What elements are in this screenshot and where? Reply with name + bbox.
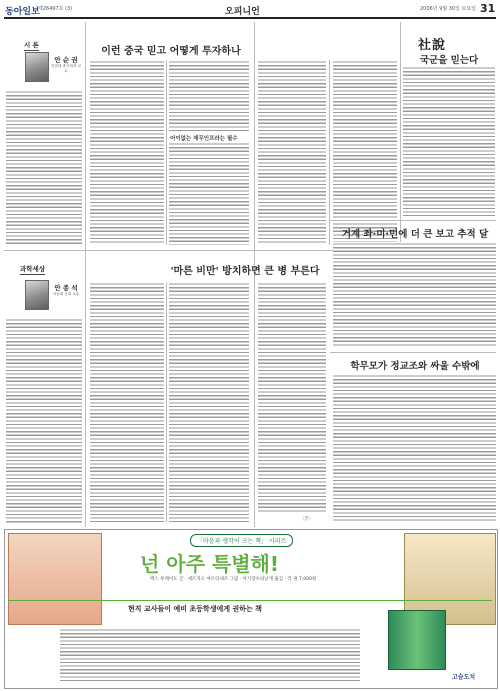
article-body-text <box>169 282 249 522</box>
ad-series-tag: 「마음과 생각이 크는 책」 시리즈 <box>190 534 293 547</box>
article-body-text <box>169 142 249 245</box>
article-body-text <box>90 282 164 522</box>
masthead-rule <box>4 17 496 19</box>
columnist-name: 안 순 권 <box>54 56 78 64</box>
columnist-photo <box>25 280 49 310</box>
editorial-body-text <box>333 374 496 522</box>
article-endmark: 〈끝〉 <box>300 517 314 522</box>
columnist-affiliation: 서울대 공대 교수 <box>52 292 80 296</box>
article-body-text <box>258 60 326 245</box>
columnist-affiliation: 인천대 중국학과 교수 <box>50 64 82 73</box>
section-divider <box>330 352 496 353</box>
column-divider <box>329 60 330 245</box>
ad-book-stack <box>388 610 446 670</box>
editorial-headline: 국군을 믿는다 <box>419 55 479 66</box>
column-divider <box>166 282 167 522</box>
column-divider <box>85 22 86 527</box>
ad-publisher-logo: 고슴도치 <box>452 674 476 681</box>
editorial-body-text <box>403 66 495 216</box>
article-body-text <box>333 60 397 245</box>
editorial-headline: 거계 좌·미·민에 더 큰 보고 추적 달 <box>341 229 489 240</box>
column-body-text <box>6 318 82 523</box>
article-headline: 이런 중국 믿고 어떻게 투자하나 <box>101 46 241 57</box>
editorial-headline: 학무모가 정교조와 싸울 수밖에 <box>350 361 480 372</box>
article-body-text <box>258 282 326 514</box>
article-headline: '마른 비만' 방치하면 큰 병 부른다 <box>170 266 320 277</box>
article-subheading: 어이없는 재무인프라는 필수 <box>170 136 238 142</box>
columnist-name: 안 종 석 <box>54 284 78 292</box>
ad-subtitle: 현직 교사들이 예비 초등학생에게 권하는 책 <box>128 605 262 613</box>
columnist-photo <box>25 52 49 82</box>
article-body-text <box>90 60 164 245</box>
article-body-text <box>169 60 249 132</box>
section-divider <box>330 220 496 221</box>
column-label-science: 과학세상 <box>20 265 46 273</box>
newspaper-logo: 동아일보 <box>5 7 40 17</box>
ad-main-title: 넌 아주 특별해! <box>140 552 279 576</box>
ad-illustration <box>8 533 102 625</box>
ad-divider <box>8 600 492 601</box>
editorial-body-text <box>333 242 496 347</box>
page-number: 31 <box>480 2 496 15</box>
section-title: 오피니언 <box>225 7 260 17</box>
ad-credit-line: 맥스 루케이도 글 · 세르지오 마르티네즈 그림 · 아기장수의날개 옮김 · 각 권 7,000원 <box>150 577 317 582</box>
ad-toc-list <box>60 628 360 682</box>
section-divider <box>4 250 254 251</box>
editorial-tag: 社說 <box>418 38 447 53</box>
column-label-sino: 시 론 <box>24 41 39 49</box>
issue-number: 제26497호 (3) <box>38 6 73 12</box>
issue-date: 2006년 9월 30일 토요일 <box>420 6 477 12</box>
column-divider <box>166 60 167 245</box>
column-body-text <box>6 90 82 245</box>
